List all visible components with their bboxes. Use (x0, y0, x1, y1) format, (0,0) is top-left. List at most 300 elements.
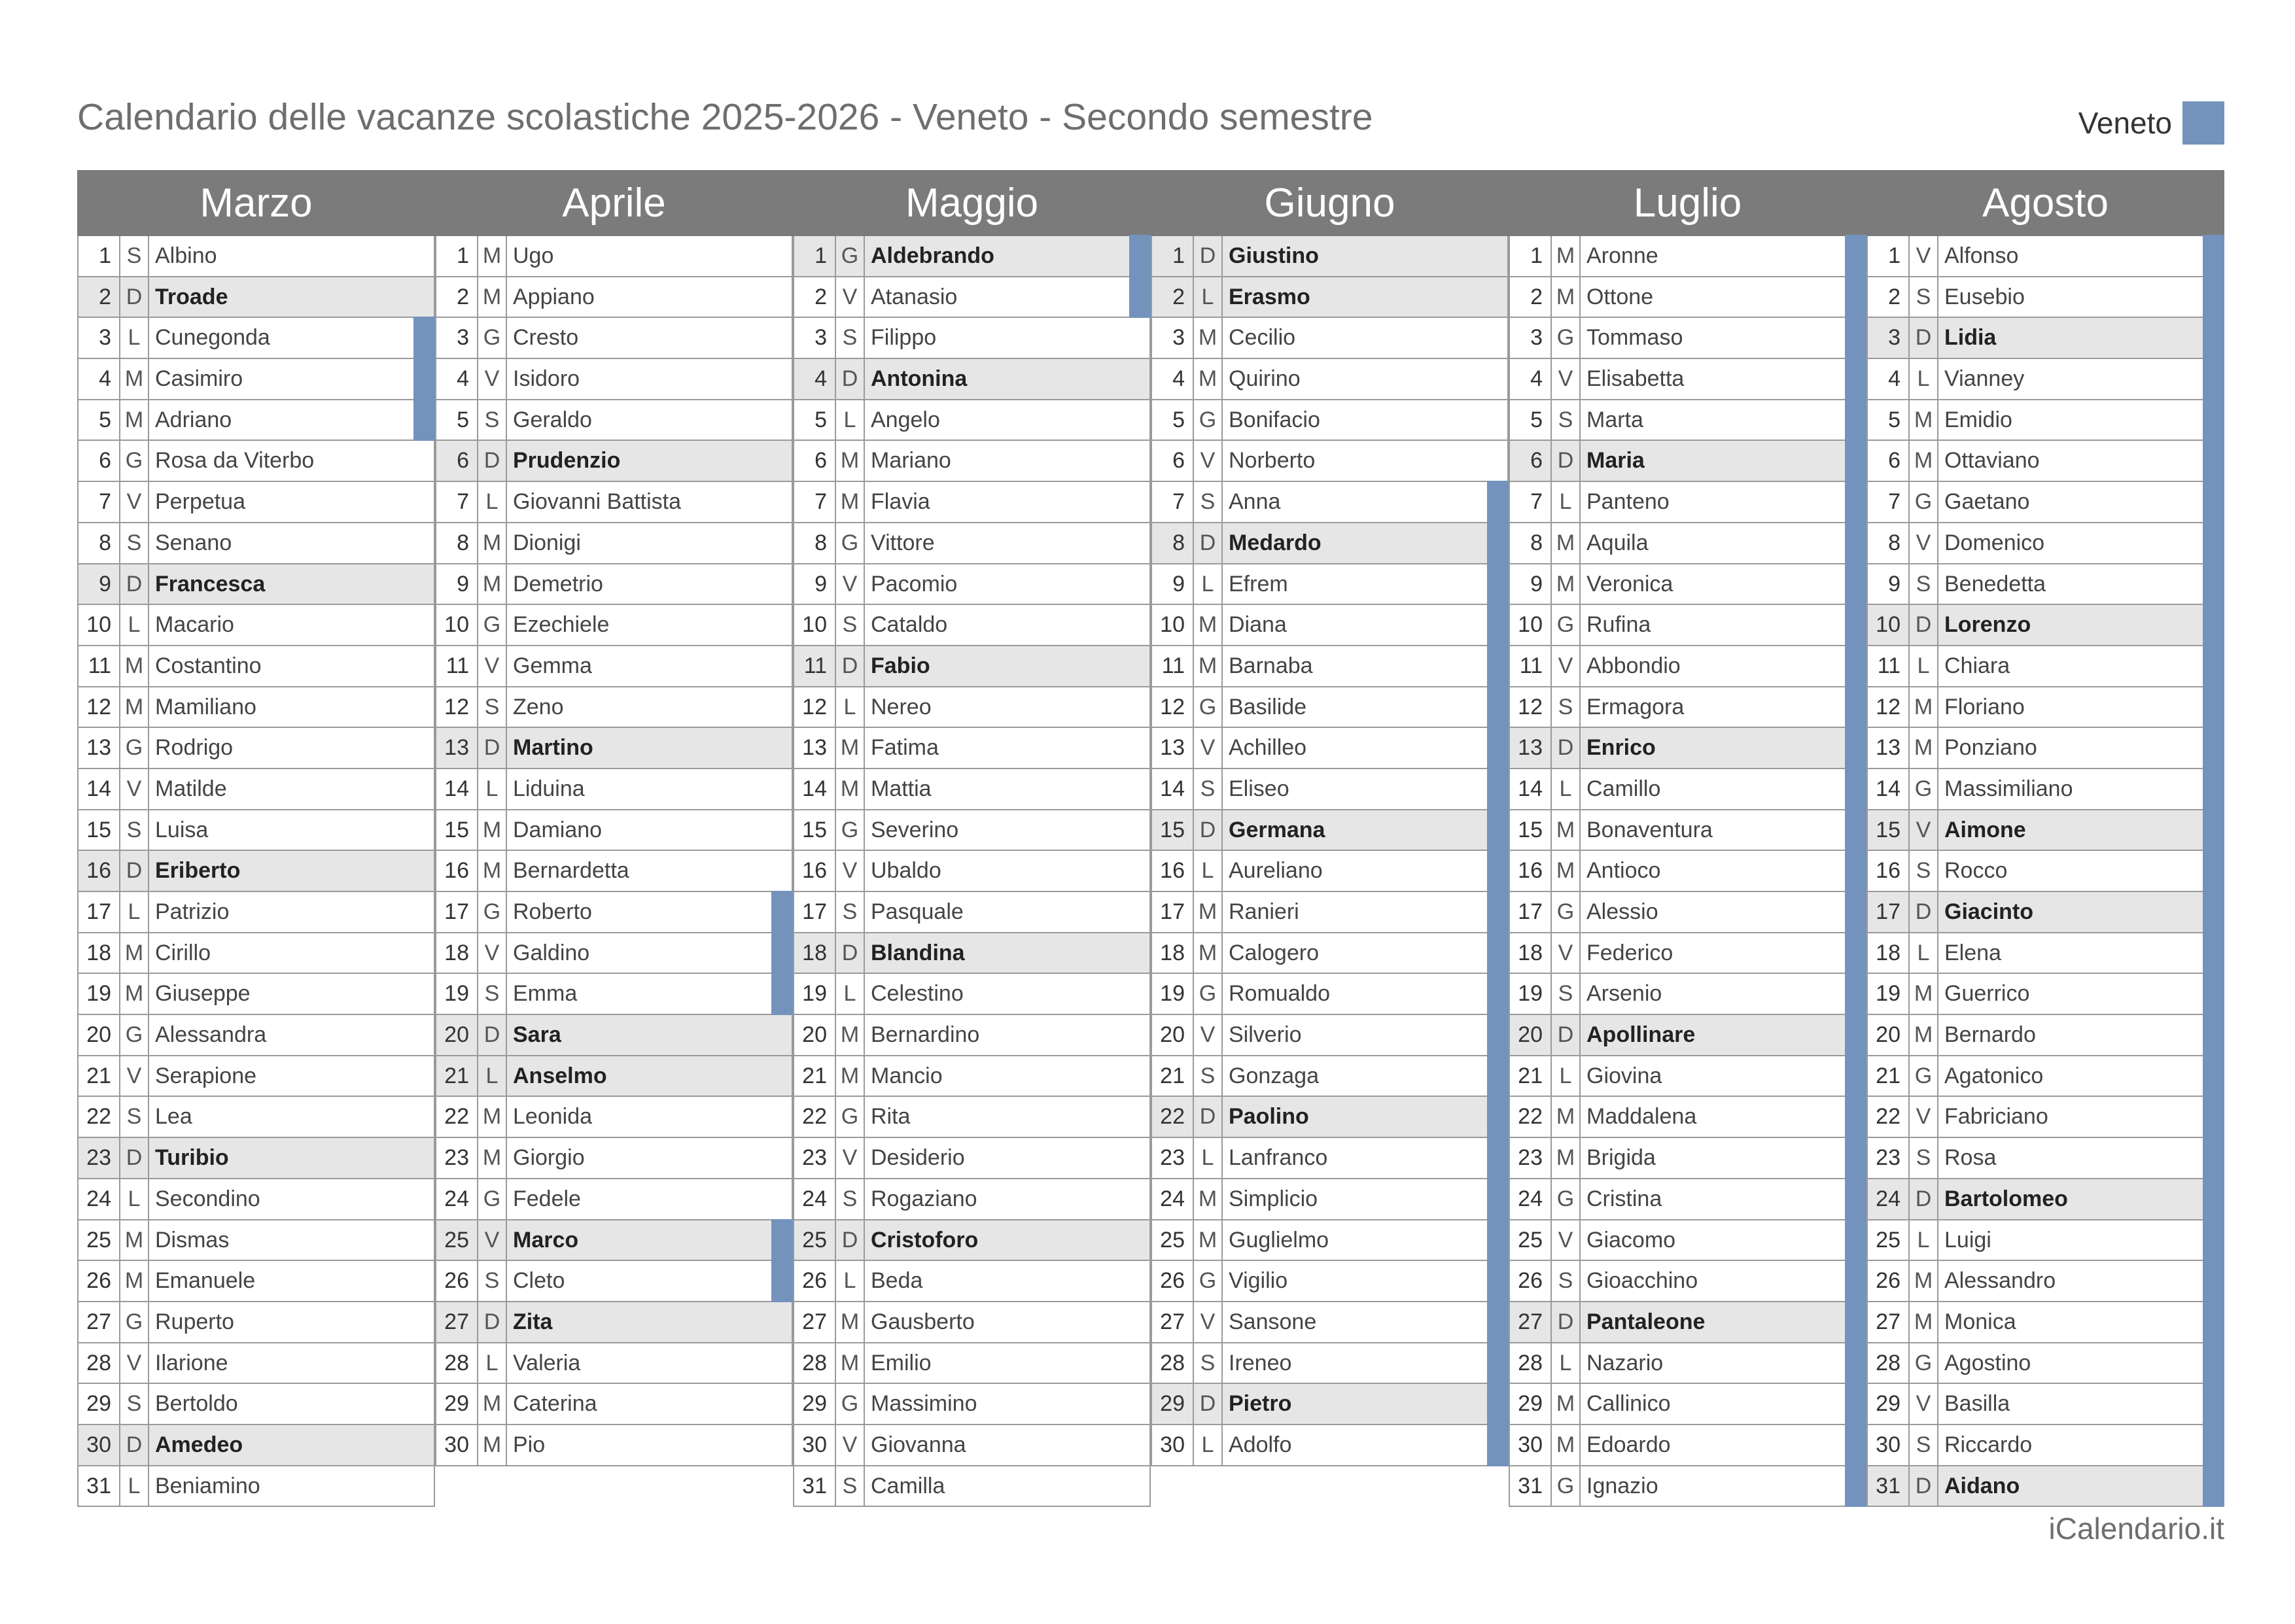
day-number: 12 (1868, 687, 1910, 727)
saint-name: Diana (1229, 612, 1287, 638)
weekday-letter: L (478, 1056, 507, 1096)
day-number: 6 (1510, 441, 1552, 481)
day-row (793, 1302, 1151, 1343)
day-number: 17 (1152, 892, 1194, 932)
day-number: 20 (1868, 1015, 1910, 1055)
vacation-marker (2203, 973, 2224, 1015)
weekday-letter: S (1194, 1056, 1223, 1096)
weekday-letter: G (478, 605, 507, 645)
day-row (77, 851, 435, 892)
day-row (77, 318, 435, 359)
day-row (435, 400, 793, 441)
weekday-letter: V (120, 769, 149, 809)
vacation-marker (2203, 1014, 2224, 1056)
day-row (1151, 810, 1509, 852)
day-row (1151, 728, 1509, 769)
day-row (1866, 1466, 2224, 1508)
day-number: 17 (1868, 892, 1910, 932)
day-number: 26 (794, 1261, 836, 1301)
day-number: 27 (79, 1302, 120, 1342)
day-number: 18 (1510, 933, 1552, 973)
vacation-marker (1845, 317, 1866, 359)
weekday-letter: D (478, 1015, 507, 1055)
saint-name: Brigida (1586, 1145, 1656, 1171)
day-number: 17 (436, 892, 478, 932)
saint-name: Aidano (1944, 1473, 2020, 1498)
day-number: 25 (1868, 1220, 1910, 1260)
day-row (435, 1343, 793, 1385)
weekday-letter: V (1194, 728, 1223, 768)
month-column (77, 170, 435, 1507)
day-row (1509, 482, 1866, 523)
saint-name: Marta (1586, 407, 1643, 432)
weekday-letter: G (836, 1384, 865, 1424)
saint-name: Eriberto (155, 858, 241, 884)
day-number: 4 (794, 359, 836, 399)
day-row (77, 564, 435, 606)
day-number: 11 (1152, 646, 1194, 686)
day-row (793, 1466, 1151, 1508)
day-row (1151, 236, 1509, 277)
vacation-marker (1487, 686, 1509, 729)
weekday-letter: V (836, 277, 865, 317)
weekday-letter: S (478, 400, 507, 440)
day-row (793, 318, 1151, 359)
day-number: 20 (794, 1015, 836, 1055)
saint-name: Valeria (513, 1350, 581, 1375)
day-row (1509, 1179, 1866, 1220)
weekday-letter: G (478, 892, 507, 932)
weekday-letter: S (1552, 1261, 1581, 1301)
saint-name: Dionigi (513, 530, 581, 555)
day-number: 25 (794, 1220, 836, 1260)
weekday-letter: L (1552, 769, 1581, 809)
vacation-marker (1845, 850, 1866, 892)
weekday-letter: G (1910, 1343, 1938, 1383)
weekday-letter: V (1194, 441, 1223, 481)
vacation-marker (1845, 563, 1866, 606)
weekday-letter: M (1552, 1384, 1581, 1424)
day-number: 24 (79, 1179, 120, 1219)
day-row (435, 974, 793, 1015)
weekday-letter: G (1194, 1261, 1223, 1301)
saint-name: Rodrigo (155, 735, 234, 761)
day-number: 14 (1868, 769, 1910, 809)
saint-name: Ubaldo (871, 858, 941, 884)
day-number: 18 (1152, 933, 1194, 973)
day-number: 28 (1152, 1343, 1194, 1383)
day-number: 24 (794, 1179, 836, 1219)
day-number: 10 (1152, 605, 1194, 645)
day-list (77, 236, 435, 1507)
day-row (77, 605, 435, 646)
saint-name: Elena (1944, 940, 2001, 965)
day-row (435, 1097, 793, 1138)
day-row (1151, 851, 1509, 892)
day-number: 12 (436, 687, 478, 727)
saint-name: Albino (155, 243, 217, 268)
day-number: 16 (1152, 851, 1194, 891)
saint-name: Guglielmo (1229, 1227, 1329, 1253)
vacation-marker (1487, 932, 1509, 975)
day-row (77, 1015, 435, 1056)
day-number: 2 (1510, 277, 1552, 317)
saint-name: Domenico (1944, 530, 2045, 555)
saint-name: Giovanni Battista (513, 489, 682, 515)
day-number: 11 (794, 646, 836, 686)
weekday-letter: M (1910, 687, 1938, 727)
saint-name: Prudenzio (513, 448, 621, 474)
weekday-letter: D (1910, 892, 1938, 932)
weekday-letter: G (1910, 482, 1938, 522)
day-row (77, 482, 435, 523)
weekday-letter: S (1552, 974, 1581, 1014)
saint-name: Bonaventura (1586, 817, 1713, 842)
day-number: 19 (1152, 974, 1194, 1014)
day-number: 23 (1152, 1138, 1194, 1178)
day-row (1866, 400, 2224, 441)
month-header: Marzo (77, 170, 435, 236)
day-row (793, 359, 1151, 400)
vacation-marker (1845, 686, 1866, 729)
day-row (435, 1015, 793, 1056)
saint-name: Leonida (513, 1104, 593, 1130)
day-number: 1 (436, 236, 478, 276)
day-row (793, 523, 1151, 564)
day-row (1509, 1138, 1866, 1179)
day-number: 21 (1152, 1056, 1194, 1096)
weekday-letter: L (120, 318, 149, 358)
day-row (793, 728, 1151, 769)
weekday-letter: M (478, 236, 507, 276)
day-number: 9 (1868, 564, 1910, 604)
day-number: 23 (1510, 1138, 1552, 1178)
day-row (435, 1302, 793, 1343)
weekday-letter: D (1194, 810, 1223, 850)
vacation-marker (1487, 563, 1509, 606)
weekday-letter: L (478, 769, 507, 809)
saint-name: Gonzaga (1229, 1063, 1319, 1088)
weekday-letter: V (478, 1220, 507, 1260)
day-number: 25 (436, 1220, 478, 1260)
vacation-marker (1845, 727, 1866, 769)
day-row (77, 1261, 435, 1302)
weekday-letter: S (836, 1466, 865, 1506)
weekday-letter: V (1910, 1384, 1938, 1424)
vacation-marker (2203, 809, 2224, 852)
day-row (77, 1220, 435, 1262)
day-row (1866, 1056, 2224, 1097)
day-row (1509, 1343, 1866, 1385)
saint-name: Vittore (871, 530, 935, 555)
month-column (1866, 170, 2224, 1507)
day-number: 14 (794, 769, 836, 809)
saint-name: Bernardino (871, 1022, 980, 1048)
weekday-letter: M (1194, 646, 1223, 686)
legend (2078, 100, 2224, 146)
day-row (1151, 277, 1509, 319)
day-number: 9 (1510, 564, 1552, 604)
day-number: 15 (794, 810, 836, 850)
day-row (1151, 933, 1509, 975)
saint-name: Agostino (1944, 1350, 2031, 1375)
weekday-letter: V (478, 933, 507, 973)
saint-name: Cunegonda (155, 325, 270, 351)
day-number: 14 (1510, 769, 1552, 809)
day-row (1866, 564, 2224, 606)
day-number: 14 (79, 769, 120, 809)
saint-name: Callinico (1586, 1391, 1671, 1417)
day-number: 9 (436, 564, 478, 604)
day-number: 22 (794, 1097, 836, 1137)
day-number: 24 (1868, 1179, 1910, 1219)
day-list (793, 236, 1151, 1507)
weekday-letter: V (120, 482, 149, 522)
day-number: 7 (1510, 482, 1552, 522)
saint-name: Ottaviano (1944, 448, 2040, 474)
saint-name: Blandina (871, 940, 965, 965)
day-row (1151, 441, 1509, 482)
saint-name: Fabio (871, 653, 930, 678)
saint-name: Angelo (871, 407, 940, 432)
day-row (1151, 1179, 1509, 1220)
day-row (1509, 523, 1866, 564)
weekday-letter: G (1552, 1179, 1581, 1219)
day-row (77, 974, 435, 1015)
saint-name: Fedele (513, 1186, 581, 1211)
weekday-letter: D (836, 359, 865, 399)
day-row (77, 1425, 435, 1466)
saint-name: Paolino (1229, 1104, 1309, 1130)
day-number: 8 (794, 523, 836, 563)
vacation-marker (1845, 1178, 1866, 1220)
legend-label: Veneto (2078, 106, 2172, 140)
day-number: 29 (794, 1384, 836, 1424)
vacation-marker (1845, 1383, 1866, 1425)
day-number: 3 (436, 318, 478, 358)
weekday-letter: M (1552, 1097, 1581, 1137)
day-number: 17 (79, 892, 120, 932)
vacation-marker (1845, 1014, 1866, 1056)
day-number: 3 (794, 318, 836, 358)
day-row (793, 482, 1151, 523)
day-row (1509, 1056, 1866, 1097)
day-number: 5 (1152, 400, 1194, 440)
day-row (1151, 687, 1509, 729)
day-row (77, 687, 435, 729)
saint-name: Elisabetta (1586, 366, 1685, 392)
weekday-letter: S (1910, 1425, 1938, 1465)
day-row (793, 1343, 1151, 1385)
saint-name: Liduina (513, 776, 585, 801)
day-number: 13 (1510, 728, 1552, 768)
day-row (1509, 1261, 1866, 1302)
weekday-letter: D (1194, 1384, 1223, 1424)
saint-name: Sansone (1229, 1309, 1317, 1334)
day-row (435, 892, 793, 933)
weekday-letter: D (1194, 1097, 1223, 1137)
day-row (1866, 892, 2224, 933)
weekday-letter: M (478, 810, 507, 850)
vacation-marker (2203, 522, 2224, 564)
day-number: 19 (79, 974, 120, 1014)
day-row (77, 441, 435, 482)
day-list (435, 236, 793, 1466)
weekday-letter: M (1910, 974, 1938, 1014)
weekday-letter: G (1552, 892, 1581, 932)
saint-name: Antonina (871, 366, 968, 392)
weekday-letter: M (120, 359, 149, 399)
day-number: 30 (79, 1425, 120, 1465)
day-number: 26 (1510, 1261, 1552, 1301)
day-row (793, 933, 1151, 975)
saint-name: Alessandro (1944, 1268, 2056, 1294)
day-number: 2 (794, 277, 836, 317)
day-number: 30 (1152, 1425, 1194, 1465)
day-number: 21 (1868, 1056, 1910, 1096)
day-row (1151, 974, 1509, 1015)
vacation-marker (1845, 973, 1866, 1015)
day-number: 5 (436, 400, 478, 440)
day-number: 28 (1868, 1343, 1910, 1383)
weekday-letter: D (1552, 1015, 1581, 1055)
saint-name: Mancio (871, 1063, 943, 1088)
saint-name: Atanasio (871, 284, 958, 309)
day-row (1509, 1015, 1866, 1056)
weekday-letter: M (1194, 892, 1223, 932)
saint-name: Lanfranco (1229, 1145, 1328, 1171)
weekday-letter: L (478, 482, 507, 522)
day-row (1151, 1056, 1509, 1097)
day-number: 9 (79, 564, 120, 604)
weekday-letter: V (1910, 1097, 1938, 1137)
saint-name: Beniamino (155, 1473, 260, 1498)
vacation-marker (1487, 481, 1509, 523)
day-row (1866, 277, 2224, 319)
day-number: 11 (79, 646, 120, 686)
vacation-marker (1487, 1178, 1509, 1220)
day-number: 24 (1510, 1179, 1552, 1219)
day-number: 5 (79, 400, 120, 440)
saint-name: Luigi (1944, 1227, 1991, 1253)
saint-name: Adolfo (1229, 1432, 1292, 1457)
day-row (1866, 1302, 2224, 1343)
vacation-marker (1487, 1055, 1509, 1097)
vacation-marker (1487, 1137, 1509, 1179)
vacation-marker (1487, 973, 1509, 1015)
weekday-letter: S (120, 1384, 149, 1424)
weekday-letter: V (836, 851, 865, 891)
saint-name: Francesca (155, 571, 266, 596)
day-row (1866, 769, 2224, 810)
saint-name: Costantino (155, 653, 262, 678)
saint-name: Mattia (871, 776, 932, 801)
month-column (435, 170, 793, 1507)
day-number: 19 (1868, 974, 1910, 1014)
weekday-letter: M (1552, 236, 1581, 276)
weekday-letter: M (478, 277, 507, 317)
vacation-marker (2203, 604, 2224, 646)
day-number: 14 (436, 769, 478, 809)
saint-name: Veronica (1586, 571, 1673, 596)
weekday-letter: M (478, 851, 507, 891)
vacation-marker (2203, 1465, 2224, 1508)
weekday-letter: L (1194, 1138, 1223, 1178)
saint-name: Severino (871, 817, 959, 842)
day-row (1151, 400, 1509, 441)
vacation-marker (1845, 768, 1866, 810)
saint-name: Ugo (513, 243, 554, 268)
day-row (1509, 687, 1866, 729)
weekday-letter: D (120, 1138, 149, 1178)
weekday-letter: G (1910, 1056, 1938, 1096)
day-number: 28 (79, 1343, 120, 1383)
day-number: 24 (436, 1179, 478, 1219)
day-row (1151, 564, 1509, 606)
weekday-letter: S (1910, 564, 1938, 604)
day-number: 22 (79, 1097, 120, 1137)
saint-name: Casimiro (155, 366, 243, 392)
weekday-letter: M (1910, 1015, 1938, 1055)
saint-name: Alessio (1586, 899, 1658, 924)
day-number: 28 (436, 1343, 478, 1383)
vacation-marker (1845, 1219, 1866, 1262)
vacation-marker (1487, 1424, 1509, 1466)
day-row (1151, 892, 1509, 933)
weekday-letter: M (1194, 1179, 1223, 1219)
day-row (793, 810, 1151, 852)
vacation-marker (2203, 1383, 2224, 1425)
saint-name: Agatonico (1944, 1063, 2044, 1088)
saint-name: Lorenzo (1944, 612, 2031, 638)
day-row (793, 851, 1151, 892)
vacation-marker (2203, 481, 2224, 523)
day-row (1151, 523, 1509, 564)
saint-name: Roberto (513, 899, 592, 924)
saint-name: Flavia (871, 489, 930, 515)
day-number: 21 (79, 1056, 120, 1096)
day-number: 26 (79, 1261, 120, 1301)
day-row (1866, 851, 2224, 892)
saint-name: Giustino (1229, 243, 1319, 268)
vacation-marker (1845, 440, 1866, 482)
weekday-letter: G (836, 810, 865, 850)
saint-name: Rosa (1944, 1145, 1997, 1171)
day-row (793, 1015, 1151, 1056)
saint-name: Basilla (1944, 1391, 2010, 1417)
day-row (77, 892, 435, 933)
day-row (1509, 1384, 1866, 1425)
saint-name: Mariano (871, 448, 951, 474)
day-number: 30 (794, 1425, 836, 1465)
vacation-marker (2203, 1055, 2224, 1097)
weekday-letter: V (1552, 1220, 1581, 1260)
vacation-marker (1129, 235, 1151, 277)
day-row (793, 236, 1151, 277)
saint-name: Pantaleone (1586, 1309, 1706, 1334)
saint-name: Bonifacio (1229, 407, 1320, 432)
day-row (1509, 892, 1866, 933)
weekday-letter: L (1910, 359, 1938, 399)
day-number: 30 (436, 1425, 478, 1465)
day-number: 23 (79, 1138, 120, 1178)
day-row (1866, 1261, 2224, 1302)
day-row (77, 769, 435, 810)
saint-name: Apollinare (1586, 1022, 1696, 1048)
day-number: 27 (436, 1302, 478, 1342)
day-row (77, 1302, 435, 1343)
vacation-marker (1487, 1383, 1509, 1425)
